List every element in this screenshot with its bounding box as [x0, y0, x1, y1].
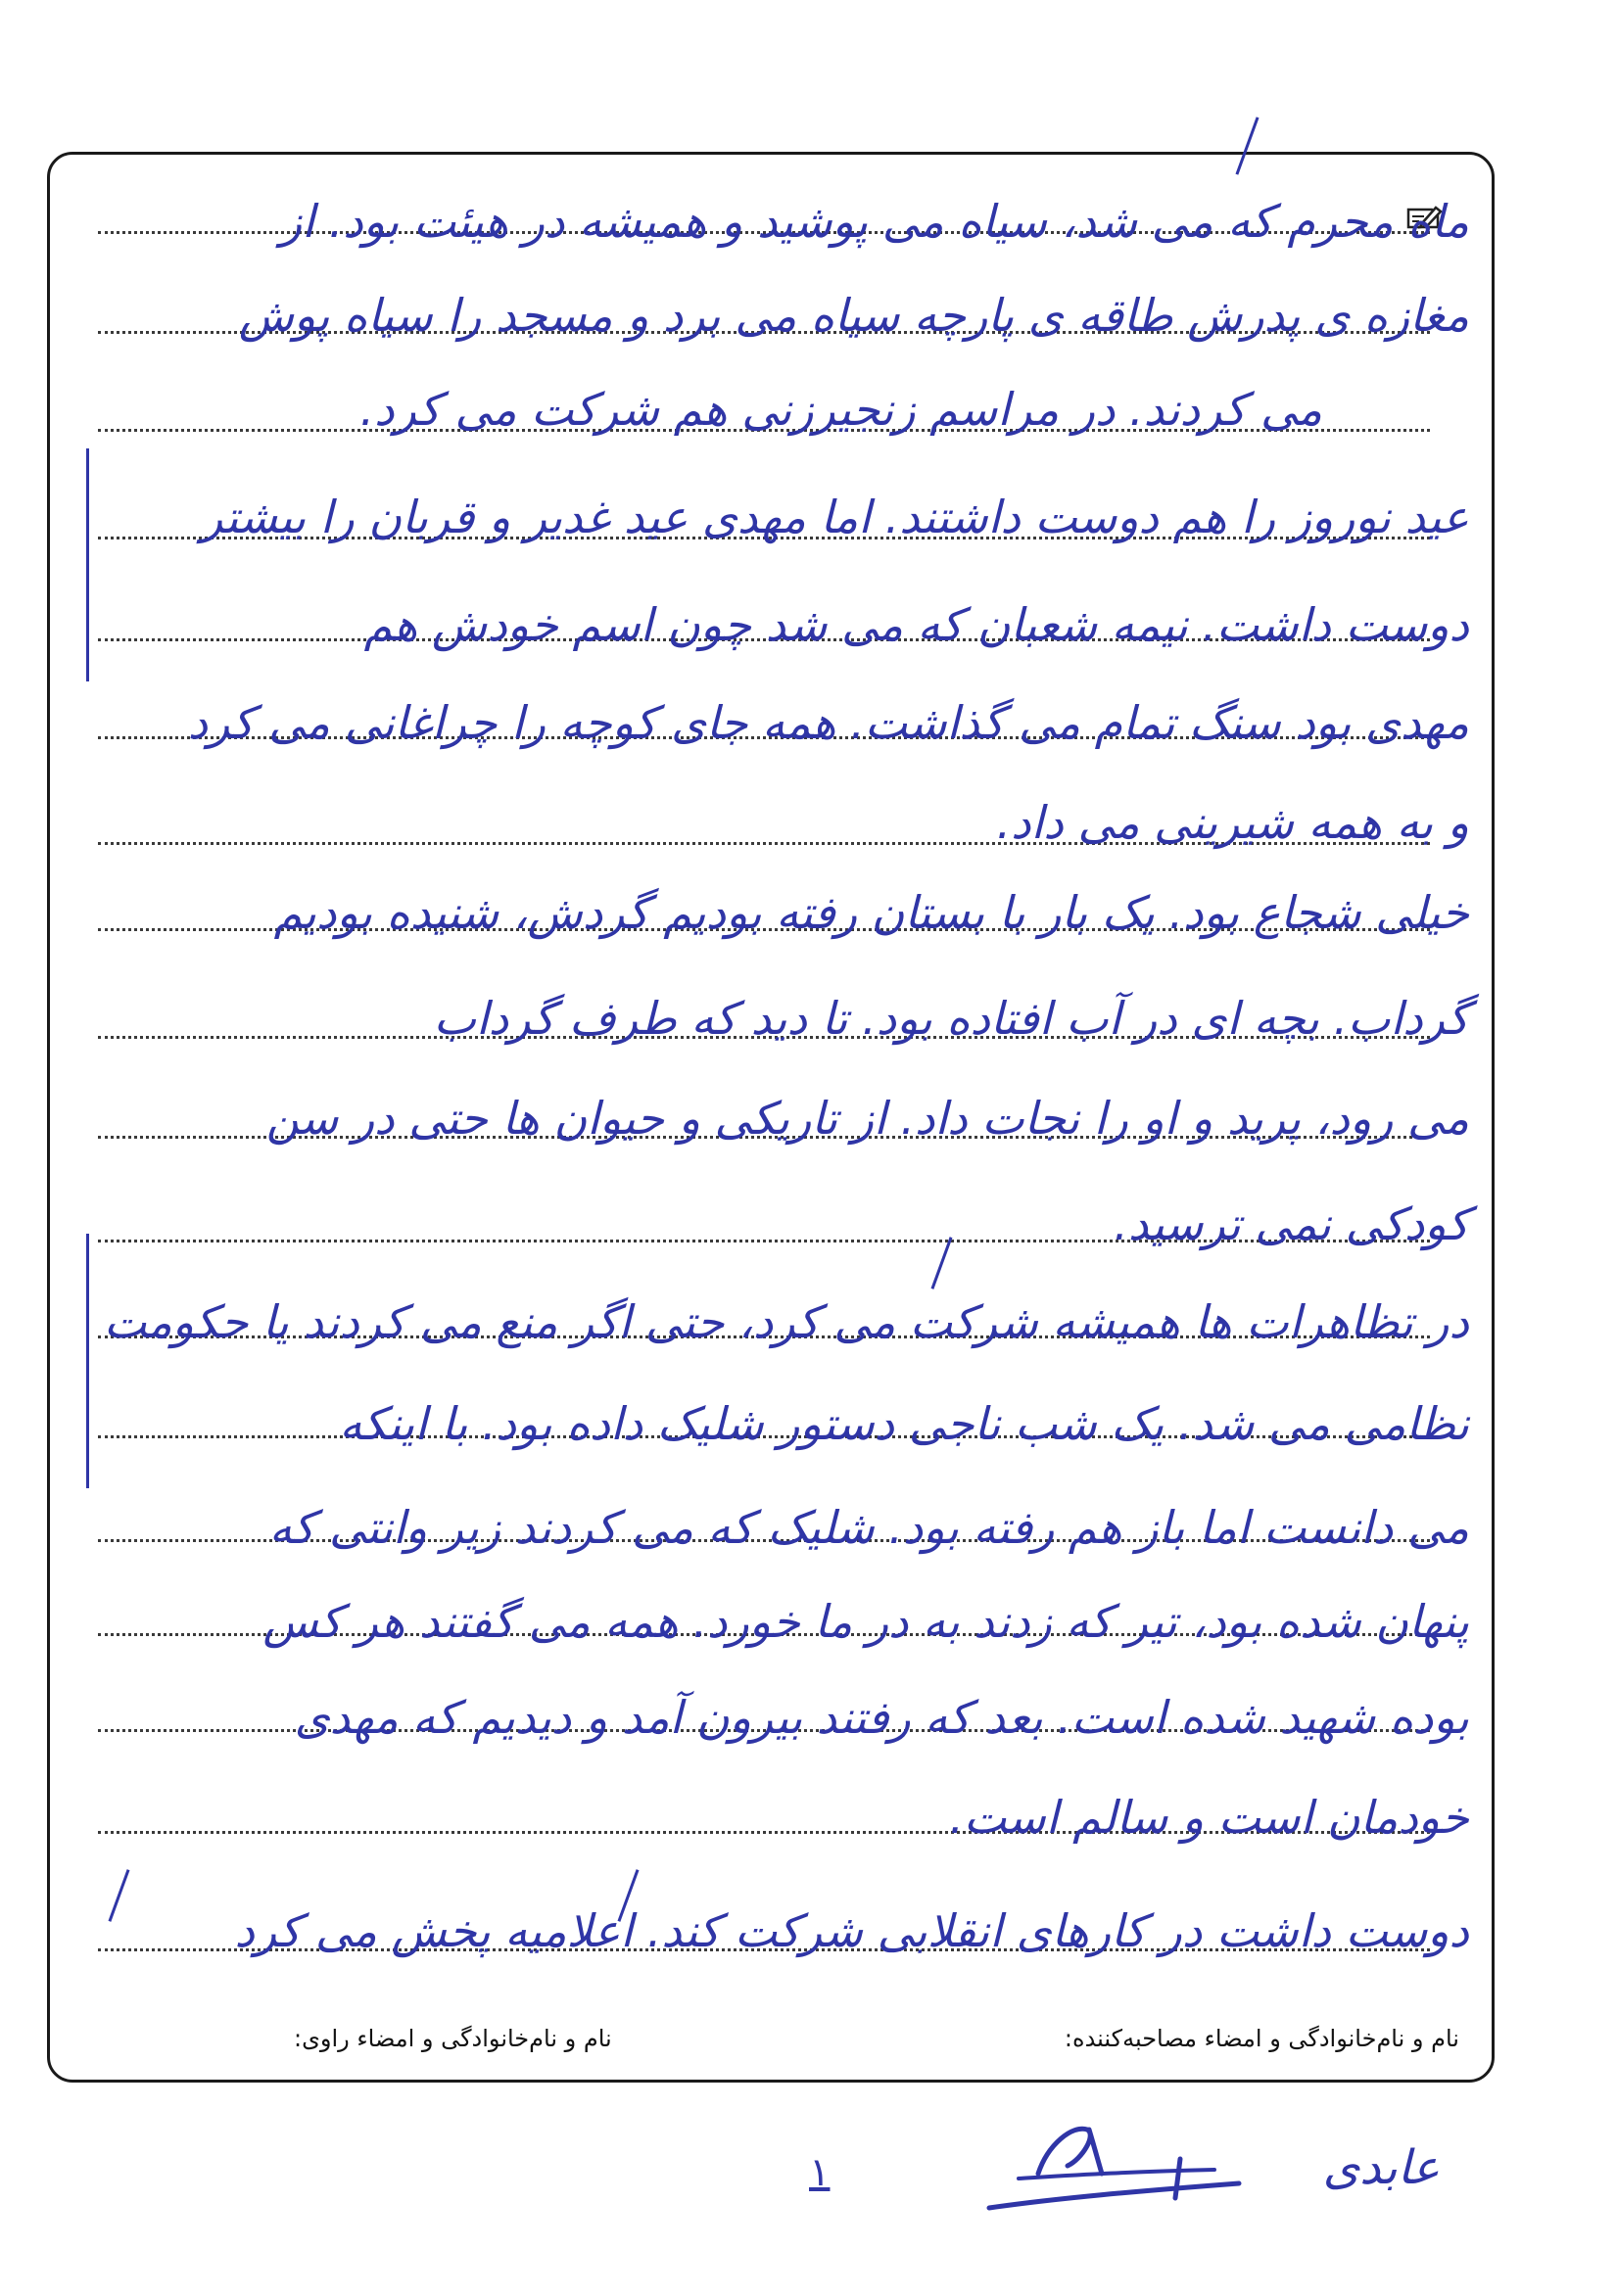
handwritten-line: و به همه شیرینی می داد. — [996, 796, 1469, 849]
handwritten-line: گرداب. بچه ای در آب افتاده بود. تا دید که طرف گرداب — [433, 992, 1469, 1045]
handwritten-line: در تظاهرات ها همیشه شرکت می کرد، حتی اگر منع می کردند یا حکومت — [104, 1295, 1469, 1348]
handwritten-line: مهدی بود سنگ تمام می گذاشت. همه جای کوچه را چراغانی می کرد — [187, 696, 1469, 749]
handwritten-line: دوست داشت در کارهای انقلابی شرکت کند. اعلامیه پخش می کرد — [234, 1904, 1469, 1957]
handwritten-signature — [979, 2105, 1254, 2223]
handwritten-line: می کردند. در مراسم زنجیرزنی هم شرکت می کرد. — [359, 383, 1322, 436]
handwritten-line: عید نوروز را هم دوست داشتند. اما مهدی عید غدیر و قربان را بیشتر — [201, 491, 1469, 543]
handwritten-line: کودکی نمی ترسید. — [1114, 1197, 1469, 1250]
margin-bracket-mark — [86, 1234, 89, 1488]
handwritten-line: پنهان شده بود، تیر که زدند به در ما خورد. همه می گفتند هر کس — [262, 1595, 1469, 1648]
narrator-signature-label: نام و نام‌خانوادگی و امضاء راوی: — [294, 2025, 612, 2052]
handwritten-line: خیلی شجاع بود. یک بار با بستان رفته بودیم گردش، شنیده بودیم — [273, 886, 1469, 939]
interviewer-signature-label: نام و نام‌خانوادگی و امضاء مصاحبه‌کننده: — [1064, 2025, 1459, 2052]
handwritten-line: خودمان است و سالم است. — [949, 1791, 1469, 1844]
handwritten-line: می رود، پرید و او را نجات داد. از تاریکی و حیوان ها حتی در سن — [265, 1092, 1469, 1145]
handwritten-line: مغازه ی پدرش طاقه ی پارچه سیاه می برد و مسجد را سیاه پوش — [238, 289, 1469, 342]
narrator-surname: عابدی — [1322, 2140, 1440, 2195]
handwritten-line: نظامی می شد. یک شب ناجی دستور شلیک داده بود. با اینکه — [339, 1397, 1469, 1450]
page-number: ۱ — [809, 2150, 831, 2195]
handwritten-line: بوده شهید شده است. بعد که رفتند بیرون آمد و دیدیم که مهدی — [294, 1691, 1469, 1744]
margin-bracket-mark — [86, 448, 89, 681]
handwritten-line: دوست داشت. نیمه شعبان که می شد چون اسم خودش هم — [363, 598, 1469, 651]
handwritten-line: می دانست اما باز هم رفته بود. شلیک که می کردند زیر وانتی که — [268, 1501, 1469, 1554]
handwritten-line: ماه محرم که می شد، سیاه می پوشید و همیشه در هیئت بود. از — [280, 195, 1469, 248]
